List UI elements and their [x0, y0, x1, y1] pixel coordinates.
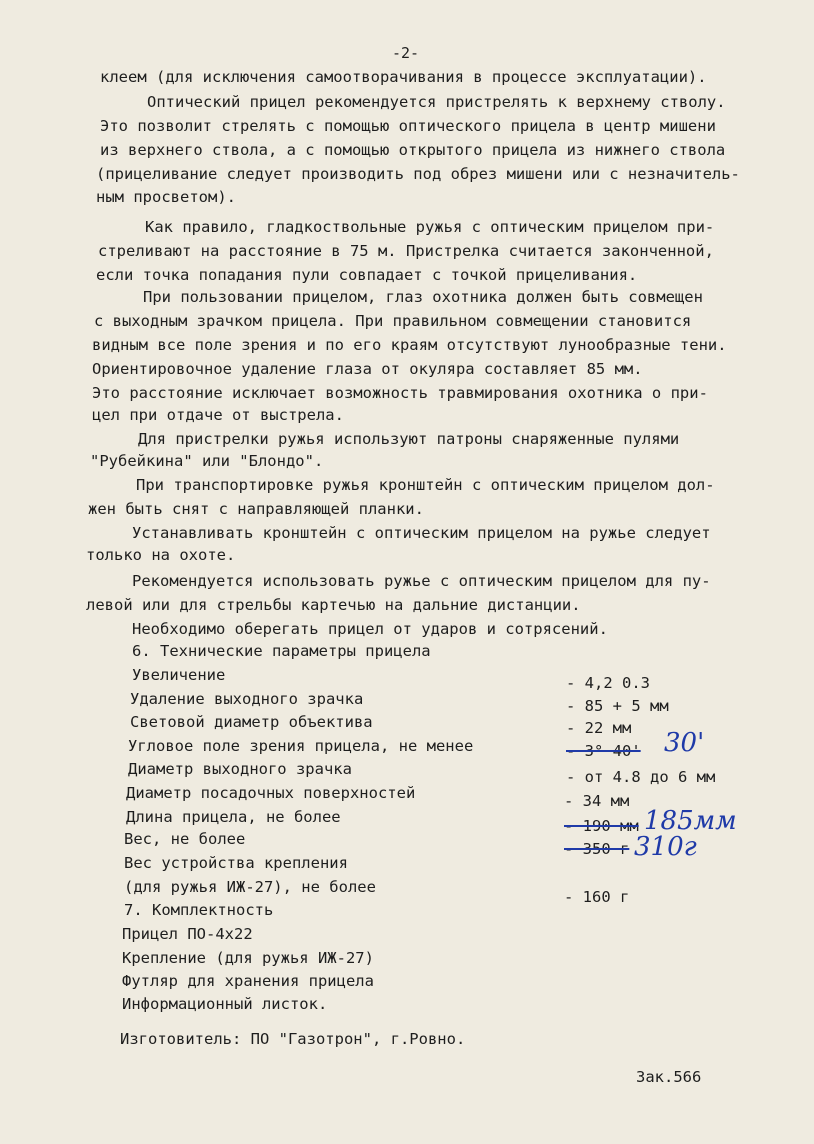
param-value-crossed: - 350 г	[564, 840, 630, 858]
kit-item: Информационный листок.	[122, 995, 328, 1013]
param-value: - 34 мм	[564, 792, 630, 810]
section-heading-kit: 7. Комплектность	[124, 901, 274, 919]
param-name: Диаметр выходного зрачка	[128, 760, 352, 778]
param-name: Угловое поле зрения прицела, не менее	[128, 737, 474, 755]
handwritten-correction: 310г	[634, 832, 697, 862]
param-value	[566, 742, 641, 760]
param-name: Вес, не более	[124, 830, 246, 848]
body-line: видным все поле зрения и по его краям отсутствуют лунообразные тени.	[92, 336, 727, 354]
body-line: из верхнего ствола, а с помощью открытого прицела из нижнего ствола	[100, 141, 726, 159]
body-line: только на охоте.	[86, 546, 236, 564]
body-line: При пользовании прицелом, глаз охотника должен быть совмещен	[143, 288, 703, 306]
param-name: Световой диаметр объектива	[130, 713, 373, 731]
param-name: Диаметр посадочных поверхностей	[126, 784, 416, 802]
param-value-crossed: - 190 мм	[564, 817, 639, 835]
body-line: ным просветом).	[96, 188, 236, 206]
param-name: Длина прицела, не более	[126, 808, 341, 826]
page-number: -2-	[392, 44, 420, 62]
kit-item: Крепление (для ружья ИЖ-27)	[122, 949, 374, 967]
body-line: Ориентировочное удаление глаза от окуляра составляет 85 мм.	[92, 360, 643, 378]
kit-item: Прицел ПО-4х22	[122, 925, 253, 943]
param-value-crossed: - 3° 40'	[566, 742, 641, 760]
param-value: - 85 + 5 мм	[566, 697, 669, 715]
param-name: Увеличение	[132, 666, 226, 684]
param-name: Удаление выходного зрачка	[130, 690, 364, 708]
manufacturer: Изготовитель: ПО "Газотрон", г.Ровно.	[120, 1030, 466, 1048]
section-heading-specs: 6. Технические параметры прицела	[132, 642, 431, 660]
order-number: Зак.566	[636, 1068, 702, 1086]
param-value: - 22 мм	[566, 719, 632, 737]
body-line: с выходным зрачком прицела. При правильном совмещении становится	[94, 312, 692, 330]
param-value: - 4,2 0.3	[566, 674, 650, 692]
body-line: цел при отдаче от выстрела.	[92, 406, 344, 424]
handwritten-correction: 185мм	[644, 806, 737, 836]
body-line: Это позволит стрелять с помощью оптического прицела в центр мишени	[100, 117, 716, 135]
kit-item: Футляр для хранения прицела	[122, 972, 374, 990]
handwritten-correction: 30'	[664, 728, 705, 758]
body-line: левой или для стрельбы картечью на дальние дистанции.	[86, 596, 581, 614]
body-line: Оптический прицел рекомендуется пристрелять к верхнему стволу.	[147, 93, 726, 111]
body-line: клеем (для исключения самоотворачивания в процессе эксплуатации).	[100, 68, 707, 86]
param-name: Вес устройства крепления	[124, 854, 348, 872]
param-value	[564, 840, 629, 858]
param-value	[564, 817, 639, 835]
param-value: - от 4.8 до 6 мм	[566, 768, 716, 786]
body-line: При транспортировке ружья кронштейн с оптическим прицелом дол-	[136, 476, 715, 494]
body-line: жен быть снят с направляющей планки.	[88, 500, 424, 518]
param-name: (для ружья ИЖ-27), не более	[124, 878, 376, 896]
body-line: (прицеливание следует производить под обрез мишени или с незначитель-	[96, 165, 740, 183]
body-line: Необходимо оберегать прицел от ударов и сотрясений.	[132, 620, 608, 638]
body-line: стреливают на расстояние в 75 м. Пристрелка считается законченной,	[98, 242, 714, 260]
body-line: Рекомендуется использовать ружье с оптическим прицелом для пу-	[132, 572, 711, 590]
body-line: Для пристрелки ружья используют патроны снаряженные пулями	[138, 430, 680, 448]
body-line: если точка попадания пули совпадает с точкой прицеливания.	[96, 266, 638, 284]
body-line: Это расстояние исключает возможность травмирования охотника о при-	[92, 384, 708, 402]
body-line: "Рубейкина" или "Блондо".	[90, 452, 324, 470]
body-line: Как правило, гладкоствольные ружья с оптическим прицелом при-	[145, 218, 715, 236]
param-value: - 160 г	[564, 888, 630, 906]
body-line: Устанавливать кронштейн с оптическим прицелом на ружье следует	[132, 524, 711, 542]
